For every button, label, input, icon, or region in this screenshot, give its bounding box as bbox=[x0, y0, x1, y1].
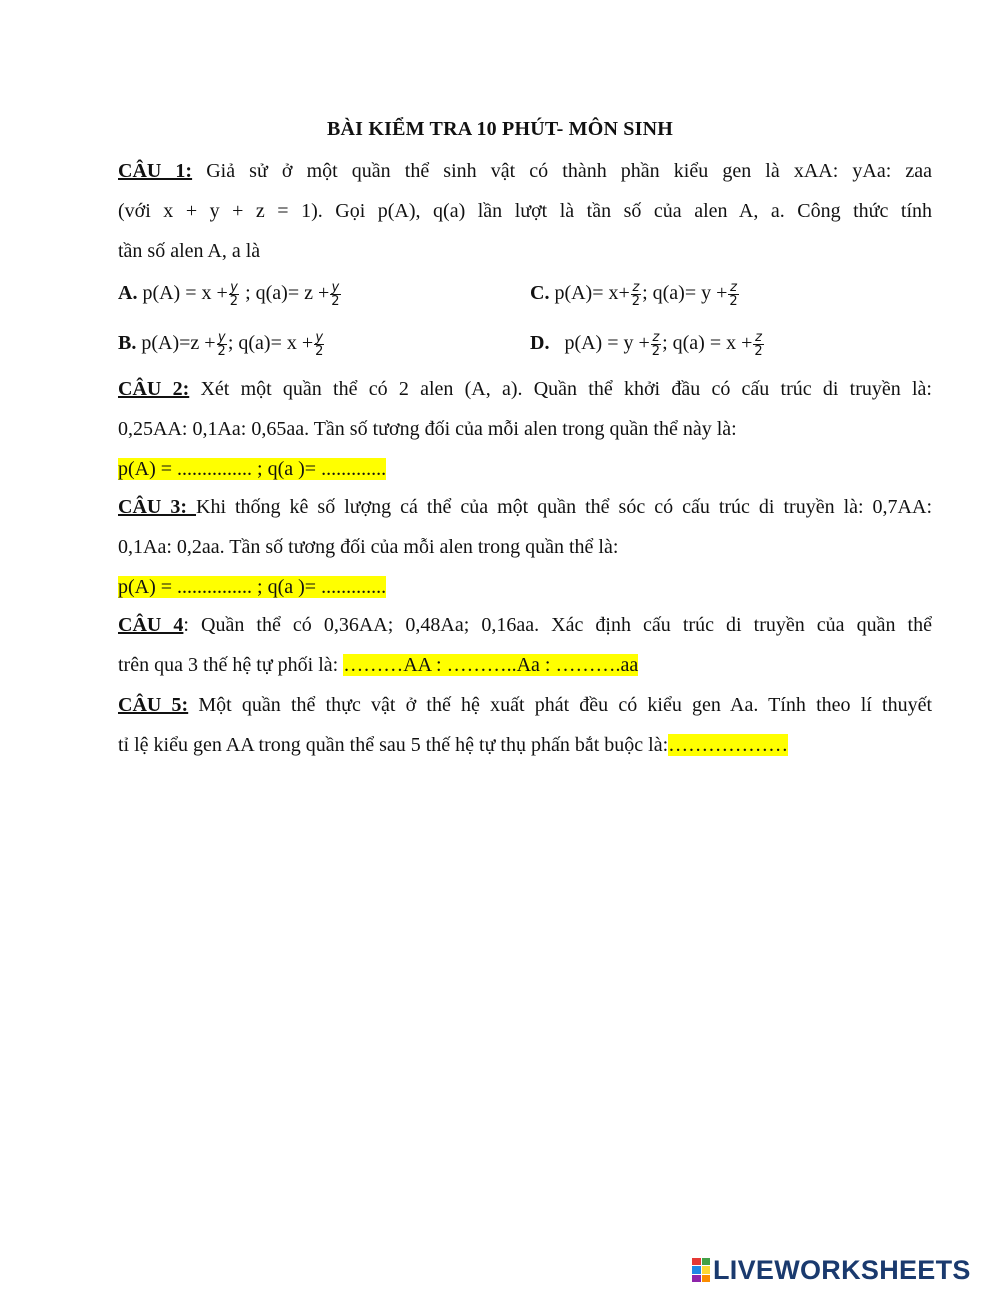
option-d-q: ; q(a) = x + bbox=[662, 332, 753, 354]
fraction bbox=[217, 331, 227, 358]
q4-text-1: : Quần thể có 0,36AA; 0,48Aa; 0,16aa. Xác định cấu trúc di truyền của quần thể bbox=[183, 614, 932, 636]
fraction bbox=[229, 281, 239, 308]
fraction bbox=[651, 331, 661, 358]
q3-answer-line bbox=[118, 574, 386, 600]
option-b-p: p(A)=z + bbox=[136, 332, 216, 354]
option-a-letter: A. bbox=[118, 282, 138, 304]
q2-line-2: 0,25AA: 0,1Aa: 0,65aa. Tần số tương đối của mỗi alen trong quần thể này là: bbox=[118, 418, 737, 440]
frac-num: y bbox=[331, 279, 340, 295]
frac-num: y bbox=[230, 279, 238, 295]
q1-text-1: Giả sử ở một quần thể sinh vật có thành phần kiểu gen là xAA: yAa: zaa bbox=[192, 160, 932, 182]
liveworksheets-logo[interactable] bbox=[692, 1254, 971, 1286]
q5-line-2 bbox=[118, 732, 788, 758]
frac-num: z bbox=[632, 279, 640, 295]
q1-line-2: (với x + y + z = 1). Gọi p(A), q(a) lần lượt là tần số của alen A, a. Công thức tính bbox=[118, 200, 932, 222]
frac-den: 2 bbox=[229, 293, 239, 309]
option-b-letter: B. bbox=[118, 332, 137, 354]
option-a-p: p(A) = x + bbox=[137, 282, 228, 304]
frac-den: 2 bbox=[754, 343, 763, 359]
option-c-letter: C. bbox=[530, 282, 550, 304]
q4-text-2: trên qua 3 thế hệ tự phối là: bbox=[118, 654, 344, 676]
frac-num: z bbox=[652, 329, 660, 345]
fraction bbox=[330, 281, 340, 308]
q2-answer-line bbox=[118, 456, 386, 482]
frac-num: y bbox=[315, 329, 324, 345]
q2-text-1: Xét một quần thể có 2 alen (A, a). Quần thể khởi đầu có cấu trúc di truyền là: bbox=[189, 378, 932, 400]
frac-den: 2 bbox=[651, 343, 661, 359]
fraction bbox=[631, 281, 641, 308]
frac-den: 2 bbox=[729, 293, 738, 309]
frac-num: z bbox=[730, 279, 737, 295]
q3-label: CÂU 3: bbox=[118, 496, 196, 518]
option-b-q: ; q(a)= x + bbox=[227, 332, 314, 354]
q3-text-1: Khi thống kê số lượng cá thể của một quần thể sóc có cấu trúc di truyền là: 0,7AA: bbox=[196, 496, 932, 518]
frac-num: y bbox=[217, 329, 226, 345]
option-c-p: p(A)= x+ bbox=[549, 282, 630, 304]
option-a-q: ; q(a)= z + bbox=[240, 282, 330, 304]
q2-answer-field[interactable]: p(A) = ............... ; q(a )= ............. bbox=[118, 458, 387, 480]
frac-num: z bbox=[755, 329, 762, 345]
q5-line-1 bbox=[118, 692, 932, 718]
q1-line-1 bbox=[118, 158, 932, 184]
q3-line-1 bbox=[118, 494, 932, 520]
q5-answer-field[interactable]: ……………… bbox=[668, 734, 789, 756]
fraction bbox=[314, 331, 324, 358]
liveworksheets-logo-icon bbox=[692, 1258, 710, 1282]
q4-line-1 bbox=[118, 612, 932, 638]
q1-option-d[interactable] bbox=[530, 330, 765, 358]
q1-option-c[interactable] bbox=[530, 280, 740, 308]
q1-line-3: tần số alen A, a là bbox=[118, 240, 261, 262]
q4-line-2 bbox=[118, 652, 638, 678]
q2-line-1 bbox=[118, 376, 932, 402]
frac-den: 2 bbox=[217, 343, 226, 359]
frac-den: 2 bbox=[331, 293, 340, 309]
logo-text: LIVEWORKSHEETS bbox=[713, 1254, 971, 1285]
option-d-letter: D. bbox=[530, 332, 550, 354]
q1-label: CÂU 1: bbox=[118, 160, 193, 182]
q5-text-2: tỉ lệ kiểu gen AA trong quần thể sau 5 thế hệ tự thụ phấn bắt buộc là: bbox=[118, 734, 669, 756]
page-title: BÀI KIỂM TRA 10 PHÚT- MÔN SINH bbox=[326, 118, 674, 140]
frac-den: 2 bbox=[631, 293, 641, 309]
q5-label: CÂU 5: bbox=[118, 694, 189, 716]
q1-option-a[interactable] bbox=[118, 280, 342, 308]
q5-text-1: Một quần thể thực vật ở thế hệ xuất phát đều có kiểu gen Aa. Tính theo lí thuyết bbox=[188, 694, 933, 716]
q3-line-2: 0,1Aa: 0,2aa. Tần số tương đối của mỗi alen trong quần thể là: bbox=[118, 536, 619, 558]
fraction bbox=[753, 331, 763, 358]
option-c-q: ; q(a)= y + bbox=[642, 282, 728, 304]
q2-label: CÂU 2: bbox=[118, 378, 190, 400]
fraction bbox=[728, 281, 738, 308]
option-d-p: p(A) = y + bbox=[549, 332, 650, 354]
q1-option-b[interactable] bbox=[118, 330, 325, 358]
q4-answer-field[interactable]: ………AA : ………..Aa : ……….aa bbox=[343, 654, 639, 676]
q4-label: CÂU 4 bbox=[118, 614, 184, 636]
q3-answer-field[interactable]: p(A) = ............... ; q(a )= ............. bbox=[118, 576, 387, 598]
frac-den: 2 bbox=[315, 343, 324, 359]
